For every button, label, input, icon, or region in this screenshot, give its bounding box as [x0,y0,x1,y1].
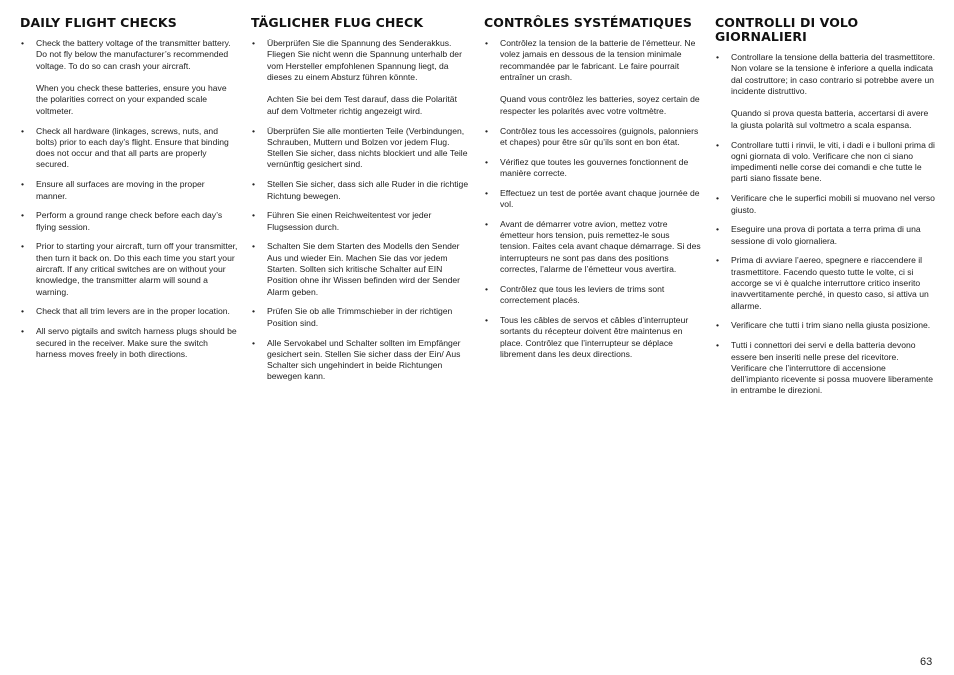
checklist-item-text: • Contrôlez tous les accessoires (guignols, palonniers et chapes) pour être sûr qu’ils sont en bon état. [500,125,699,147]
checklist-item [251,38,469,117]
checklist-item-text: • Tous les câbles de servos et câbles d’interrupteur sortants du récepteur doivent être maintenus en place. Contrôlez que l’interrupteur se déplace librement dans les deux directions. [500,314,689,359]
section-heading-german: TÄGLICHER FLUG CHECK [251,15,424,30]
checklist-item-text: When you check these batteries, ensure you have the polarities correct on your expanded scale voltmeter. [36,83,227,116]
checklist-item [20,306,238,317]
checklist-item [20,326,238,360]
checklist-item-text: • Tutti i connettori dei servi e della batteria devono essere ben inseriti nelle prese del ricevitore. Verificare che l’interruttore di accensione dell’impianto ricevente si possa muovere liberamente in entrambe le direzioni. [731,340,934,396]
checklist-item [20,126,238,171]
checklist-item-text: • Contrôlez la tension de la batterie de l’émetteur. Ne volez jamais en dessous de la tension minimale recommandée par le fabricant. Le faire pourrait entraîner un crash. [500,38,696,82]
checklist-item [715,340,935,396]
checklist-item-text: Quand vous contrôlez les batteries, soyez certain de respecter les polarités avec votre voltmètre. [500,94,700,116]
checklist-item-text: • Prüfen Sie ob alle Trimmschieber in der richtigen Position sind. [267,306,453,328]
checklist-item-text: • Check that all trim levers are in the proper location. [36,306,230,317]
checklist-item-text: • Controllare tutti i rinvii, le viti, i dadi e i bulloni prima di ogni giornata di volo. Verificare che non ci siano impedimenti nelle corse dei comandi e che tutte le parti siano fissate bene. [731,139,935,184]
column-german [251,16,469,391]
checklist-item [715,224,935,247]
page-number: 63 [920,656,933,668]
checklist-item-text: • Check all hardware (linkages, screws, nuts, and bolts) prior to each day’s flight. Ensure that binding does not occur and that all parts are properly secured. [36,125,229,170]
checklist-item-text: • Eseguire una prova di portata a terra prima di una sessione di volo giornaliera. [731,224,921,246]
checklist-item [715,52,935,131]
checklist-item-text: • Führen Sie einen Reichweitentest vor jeder Flugsession durch. [267,210,432,232]
column-italian [715,16,935,405]
checklist-item-text: • Avant de démarrer votre avion, mettez votre émetteur hors tension, puis remettez-le sous tension. Faites cela avant chaque démarrage. Si des interrupteurs ne sont pas dans des positions correctes, l’alarme de l’émetteur vous avertira. [500,218,701,275]
checklist-item-text: • Schalten Sie dem Starten des Modells den Sender Aus und wieder Ein. Machen Sie das vor jedem Starten. Sollten sich kritische Schalter auf EIN Position ohne ihr Wissen befinden wird der Sender Alarm geben. [267,241,460,297]
column-french [484,16,702,369]
checklist-item-text: • All servo pigtails and switch harness plugs should be secured in the receiver. Make sure the switch harness moves freely in both directions. [36,326,237,359]
checklist-item [251,179,469,202]
checklist-item [715,255,935,311]
checklist-item-text: • Überprüfen Sie die Spannung des Senderakkus. Fliegen Sie nicht wenn die Spannung unterhalb der vom Hersteller empfohlenen Spannung liegt, da dieses zu einem Absturz führen könnte. [267,38,462,82]
checklist-item [484,126,702,149]
checklist-item [20,179,238,202]
checklist-item [484,157,702,180]
checklist-item-text: • Prima di avviare l’aereo, spegnere e riaccendere il trasmettitore. Facendo questo tutte le volte, ci si accorge se vi è qualche interruttore critico inserito inavvertitamente perché, in questo caso, si attiva un allarme. [731,255,929,311]
checklist-item [715,193,935,216]
checklist-item-text: • Effectuez un test de portée avant chaque journée de vol. [500,187,700,210]
checklist-item [484,188,702,211]
checklist-item [20,38,238,117]
checklist-item-text: • Ensure all surfaces are moving in the proper manner. [36,179,205,201]
section-heading-french: CONTRÔLES SYSTÉMATIQUES [484,15,692,30]
checklist-item [715,320,935,331]
checklist-item [251,210,469,233]
checklist-item [251,306,469,329]
checklist-item-text: • Perform a ground range check before each day’s flying session. [36,210,223,232]
checklist-item-text: • Contrôlez que tous les leviers de trims sont correctement placés. [500,283,665,306]
checklist-item [20,210,238,233]
checklist-item [251,338,469,383]
checklist-german [251,38,469,383]
checklist-item [715,140,935,185]
section-heading-english: DAILY FLIGHT CHECKS [20,15,177,30]
checklist-item [484,219,702,275]
checklist-item [20,241,238,297]
checklist-item [484,38,702,117]
checklist-item-text: • Verificare che tutti i trim siano nella giusta posizione. [731,320,931,331]
checklist-english [20,38,238,360]
section-heading-italian: CONTROLLI DI VOLO GIORNALIERI [715,15,859,44]
checklist-item-text: • Controllare la tensione della batteria del trasmettitore. Non volare se la tensione è inferiore a quella indicata dal costruttore; in caso contrario si potrebbe avere un incidente distruttivo. [731,52,935,96]
column-english [20,16,238,369]
checklist-item-text: • Stellen Sie sicher, dass sich alle Ruder in die richtige Richtung bewegen. [267,179,469,201]
checklist-item-text: • Prior to starting your aircraft, turn off your transmitter, then turn it back on. Do this each time you start your aircraft. If any critical switches are on without your knowledge, the transmitter alarm will sound a warning. [36,241,238,297]
checklist-item-text: • Überprüfen Sie alle montierten Teile (Verbindungen, Schrauben, Muttern und Bolzen vor jedem Flug. Stellen Sie sicher, dass nichts blockiert und alle Teile vernünftig gesichert sind. [267,125,468,170]
checklist-item [251,126,469,171]
checklist-italian [715,52,935,397]
checklist-item [484,284,702,307]
checklist-item-text: • Vérifiez que toutes les gouvernes fonctionnent de manière correcte. [500,156,689,178]
checklist-item-text: Achten Sie bei dem Test darauf, dass die Polarität auf dem Voltmeter richtig angezeigt wird. [267,94,457,116]
checklist-item-text: • Alle Servokabel und Schalter sollten im Empfänger gesichert sein. Stellen Sie sicher dass der Ein/ Aus Schalter sich ungehindert in beide Richtungen bewegen kann. [267,337,461,382]
checklist-item [251,241,469,297]
checklist-item-text: • Verificare che le superfici mobili si muovano nel verso giusto. [731,193,935,215]
checklist-item [484,315,702,360]
checklist-french [484,38,702,360]
checklist-item-text: Quando si prova questa batteria, accertarsi di avere la giusta polarità sul voltmetro a scala espansa. [731,108,929,130]
checklist-item-text: • Check the battery voltage of the transmitter battery. Do not fly below the manufacturer’s recommended voltage. To do so can crash your aircraft. [36,38,231,71]
